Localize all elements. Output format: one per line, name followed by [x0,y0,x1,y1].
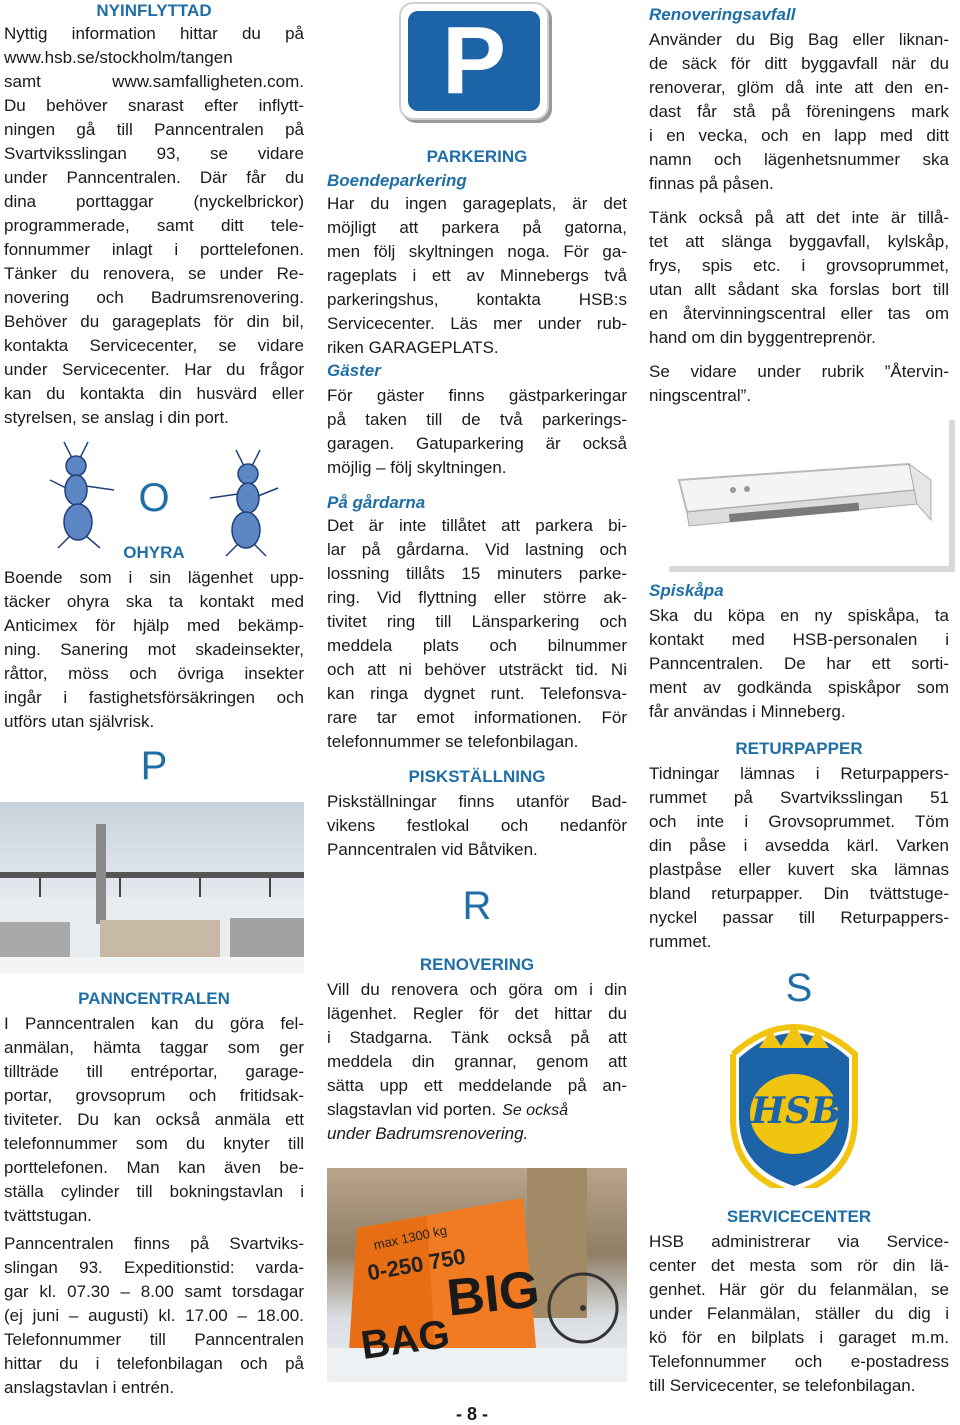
text-line: utförs utan självrisk. [4,712,155,731]
sub-renoveringsavfall: Renoveringsavfall [649,5,796,24]
text-line: Panncentralen finns på Svartviks- [4,1234,304,1253]
piskstallning-text [327,790,627,862]
text-line: Du behöver snarast efter inflytt- [4,96,304,115]
text-line: nyckel passar till Returpappers- [649,908,949,927]
letter-r: R [462,884,492,928]
text-line: Se vidare under rubrik ”Återvin- [649,362,949,381]
text-line: ning. Sanering mot skadeinsekter, [4,640,304,659]
text-line: (ej juni – augusti) kl. 17.00 – 18.00. [4,1306,304,1325]
text-line: porttelefonen. Man kan även be- [4,1158,304,1177]
text-line: dina porttaggar (nyckelbrickor) [4,192,304,211]
text-line: lar på gårdarna. Vid lastning och [327,540,627,559]
text-line: Boende som i sin lägenhet upp- [4,568,304,587]
text-line: gar kl. 07.30 – 8.00 samt torsdagar [4,1282,304,1301]
text-line: i en vecka, och en lapp med ditt [649,126,949,145]
text-line: lossning tillåts 15 minuters parke- [327,564,627,583]
text-line: sätta upp ett meddelande på an- [327,1076,627,1095]
pa-gardarna-text [327,514,627,754]
text-line: www.hsb.se/stockholm/tangen [4,48,233,67]
text-line: och att ni behöver utsträckt tid. Ni [327,660,627,679]
text-line: ment av godkända spiskåpor som [649,678,949,697]
text-line: center det mesta som rör din lä- [649,1256,949,1275]
hsb-logo-text: HSB [751,1090,842,1132]
text-line: Tidningar lämnas i Returpappers- [649,764,949,783]
text-line: kan du kontakta din husvärd eller [4,384,304,403]
text-line: plastpåse eller kuvert ska lämnas [649,860,949,879]
sub-boendeparkering: Boendeparkering [327,171,467,190]
text-line: Vill du renovera och göra om i din [327,980,627,999]
text-line: kö för en bilplats i garaget m.m. [649,1328,949,1347]
text-line: meddela plats och bilnummer [327,636,627,655]
text-line: på taken till de två parkerings- [327,410,627,429]
text-line: en återvinningscentral eller tas om [649,304,949,323]
renovering-see-also-1: Se också [502,1102,568,1119]
renoveringsavfall-text-2 [649,206,949,350]
text-line: utan allt sådant ska forslas bort till [649,280,949,299]
text-line: renoverar, glöm då inte att den en- [649,78,949,97]
text-line: Panncentralen vid Båtviken. [327,840,538,859]
text-line: Piskställningar finns utanför Bad- [327,792,627,811]
text-line: I Panncentralen kan du göra fel- [4,1014,304,1033]
heading-panncentralen: PANNCENTRALEN [78,989,230,1008]
heading-ohyra: OHYRA [123,543,185,562]
text-line: slingan 93. Expeditionstid: varda- [4,1258,304,1277]
text-line: kontakta Servicecenter, se vidare [4,336,304,355]
text-line: hand om din byggentreprenör. [649,328,876,347]
text-line: under Felanmälan, ställer du dig i [649,1304,949,1323]
text-line: Panncentralen. De har ett sorti- [649,654,949,673]
text-line: garagen. Gatuparkering är också [327,434,627,453]
text-line: och inte i Grovsoprummet. Töm [649,812,949,831]
text-line: får användas i Minneberg. [649,702,846,721]
text-line: finnas på påsen. [649,174,774,193]
text-line: ningen gå till Panncentralen på [4,120,304,139]
hsb-logo [719,1018,869,1188]
text-line: ställa cylinder till bokningstavlan i [4,1182,304,1201]
text-line: tivitet ring till Länsparkering och [327,612,627,631]
text-line: Har du ingen garageplats, är det [327,194,627,213]
text-line: Nyttig information hittar du på [4,24,304,43]
text-line: anmälan, hämta taggar som ger [4,1038,304,1057]
renoveringsavfall-text-3 [649,360,949,408]
text-line: portar, grovsoprum och fritidsak- [4,1086,304,1105]
text-line: tet att slänga byggavfall, kylskåp, [649,232,949,251]
text-line: kontakt med HSB-personalen i [649,630,949,649]
heading-renovering: RENOVERING [419,955,535,974]
text-line: under Servicecenter. Har du frågor [4,360,304,379]
text-line: Använder du Big Bag eller liknan- [649,30,949,49]
heading-nyinflyttad: NYINFLYTTAD [96,1,212,20]
text-line: rageplats i ett av Minnebergs två [327,266,627,285]
spiskapa-text [649,604,949,724]
text-line: meddela din grannar, genom att [327,1052,627,1071]
text-line: ingår i fastighetsförsäkringen och [4,688,304,707]
text-line: fonnummer inlagt i porttelefonen. [4,240,304,259]
renovering-see-also-2: under Badrumsrenovering. [327,1124,529,1143]
nyinflyttad-text [4,22,304,430]
text-line: Ska du köpa en ny spiskåpa, ta [649,606,949,625]
panncentralen-text [4,1012,304,1228]
text-line: kan ringa dygnet runt. Telefonsva- [327,684,627,703]
text-line: telefonnummer se telefonbilagan. [327,732,579,751]
text-line: rummet. [649,932,712,951]
renovering-text [327,978,627,1122]
text-line: anslagstavlan i entrén. [4,1378,175,1397]
sub-pa-gardarna: På gårdarna [327,493,426,512]
text-line: hittar du i telefonbilagan och på [4,1354,304,1373]
text-line: tillträde till entréportar, garage- [4,1062,304,1081]
text-line: samt www.samfalligheten.com. [4,72,304,91]
text-line: parkeringshus, kontakta HSB:s [327,290,627,309]
letter-o: O [138,476,170,520]
text-line: Behöver du garageplats för din bil, [4,312,304,331]
text-line: Telefonnummer och e-postadress [649,1352,949,1371]
text-line: frys, spis etc. i grovsoprummet, [649,256,949,275]
text-line: Det är inte tillåtet att parkera bi- [327,516,627,535]
text-line: Svartviksslingan 93, se vidare [4,144,304,163]
text-line: rare tar emot informationen. För [327,708,627,727]
text-line: de säck för ditt byggavfall när du [649,54,949,73]
gaster-text [327,384,627,480]
text-line: telefonnummer som du knyter till [4,1134,304,1153]
text-line: För gäster finns gästparkeringar [327,386,627,405]
renoveringsavfall-text [649,28,949,196]
text-line: dast får stå på föreningens mark [649,102,949,121]
letter-p: P [140,744,168,788]
text-line: programmerade, samt ditt tele- [4,216,304,235]
ohyra-text [4,566,304,734]
text-line: täcker ohyra ska ta kontakt med [4,592,304,611]
text-line: vikens festlokal och nedanför [327,816,627,835]
parking-sign [399,2,549,120]
winter-photo [0,802,304,974]
text-line: ningscentral”. [649,386,752,405]
range-hood-photo [669,420,955,572]
text-line: slagstavlan vid porten. [327,1100,497,1119]
text-line: tiviteter. Du kan också anmäla ett [4,1110,304,1129]
page-number: - 8 - [456,1404,489,1424]
heading-servicecenter: SERVICECENTER [726,1207,872,1226]
text-line: ring. Vid flyttning eller större ak- [327,588,627,607]
big-bag-photo [327,1168,627,1382]
heading-returpapper: RETURPAPPER [735,739,863,758]
text-line: råttor, möss och övriga insekter [4,664,304,683]
text-line: men följ skyltningen noga. För ga- [327,242,627,261]
text-line: riken GARAGEPLATS. [327,338,499,357]
text-line: rummet på Svartviksslingan 51 [649,788,949,807]
heading-piskstallning: PISKSTÄLLNING [408,767,546,786]
text-line: tvättstugan. [4,1206,92,1225]
text-line: din påse i avsedda kärl. Varken [649,836,949,855]
sub-gaster: Gäster [327,361,381,380]
sub-spiskapa: Spiskåpa [649,581,724,600]
text-line: namn och lägenhetsnummer ska [649,150,949,169]
text-line: Tänk också på att det inte är tillå- [649,208,949,227]
bag-text-weight: max 1300 kg [372,1222,449,1253]
parking-sign-letter: P [408,11,540,111]
text-line: Servicecenter. Läs mer under rub- [327,314,627,333]
text-line: Telefonnummer till Panncentralen [4,1330,304,1349]
text-line: styrelsen, se anslag i din port. [4,408,229,427]
text-line: genhet. Här gör du felanmälan, se [649,1280,949,1299]
text-line: novering och Badrumsrenovering. [4,288,304,307]
returpapper-text [649,762,949,954]
panncentralen-text-2 [4,1232,304,1400]
boendeparkering-text [327,192,627,360]
bag-text-number: 0-250 750 [365,1243,468,1286]
text-line: möjligt att parkera på gatorna, [327,218,627,237]
bag-text-big: BIG [444,1260,543,1328]
letter-s: S [785,966,813,1010]
servicecenter-text [649,1230,949,1398]
text-line: HSB administrerar via Service- [649,1232,949,1251]
bag-text-bag: BAG [358,1312,453,1368]
text-line: Tänker du renovera, se under Re- [4,264,304,283]
text-line: under Panncentralen. Där får du [4,168,304,187]
text-line: bland returpapper. Din tvättstuge- [649,884,949,903]
heading-parkering: PARKERING [426,147,528,166]
text-line: möjlig – följ skyltningen. [327,458,507,477]
text-line: Anticimex för hjälp med bekämp- [4,616,304,635]
text-line: lägenhet. Regler för det hittar du [327,1004,627,1023]
text-line: till Servicecenter, se telefonbilagan. [649,1376,916,1395]
text-line: i Stadgarna. Tänk också på att [327,1028,627,1047]
